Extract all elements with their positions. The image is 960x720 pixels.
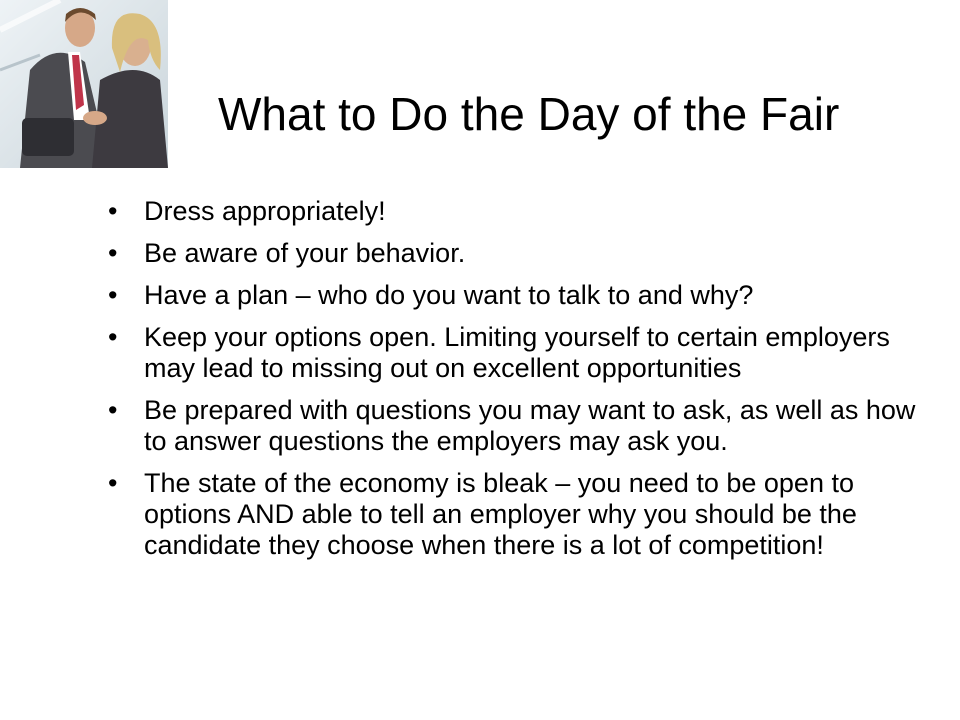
bullet-dot-icon: •	[108, 322, 118, 352]
list-item	[108, 280, 918, 311]
bullet-dot-icon: •	[108, 280, 118, 310]
list-item	[108, 395, 918, 457]
list-item	[108, 322, 918, 384]
bullet-text: Be prepared with questions you may want to ask, as well as how to answer questions the employers may ask you.	[144, 395, 916, 456]
bullet-text: Have a plan – who do you want to talk to and why?	[144, 280, 754, 310]
bullet-text: Be aware of your behavior.	[144, 238, 466, 268]
list-item	[108, 238, 918, 269]
bullet-text: Dress appropriately!	[144, 196, 386, 226]
handshake-photo	[0, 0, 168, 168]
bullet-list	[108, 196, 918, 572]
list-item	[108, 196, 918, 227]
bullet-dot-icon: •	[108, 238, 118, 268]
bullet-dot-icon: •	[108, 395, 118, 425]
bullet-text: The state of the economy is bleak – you need to be open to options AND able to tell an employer why you should be the candidate they choose when there is a lot of competition!	[144, 468, 857, 560]
list-item	[108, 468, 918, 561]
bullet-dot-icon: •	[108, 468, 118, 498]
bullet-dot-icon: •	[108, 196, 118, 226]
bullet-text: Keep your options open. Limiting yourself to certain employers may lead to missing out on excellent opportunities	[144, 322, 890, 383]
slide-title: What to Do the Day of the Fair	[218, 88, 840, 140]
